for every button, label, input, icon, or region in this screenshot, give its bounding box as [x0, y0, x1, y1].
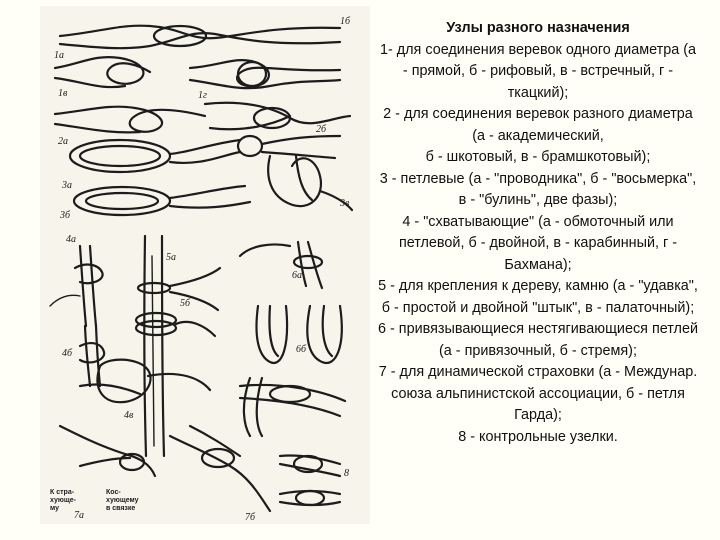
label-5a: 5а: [166, 252, 176, 263]
label-8: 8: [344, 468, 349, 479]
knot-5b: [136, 313, 215, 336]
label-note-3: му: [50, 505, 59, 512]
legend-entry-3: б - шкотовый, в - брамшкотовый);: [425, 149, 651, 165]
label-2b: 2б: [316, 124, 327, 135]
label-4v: 4в: [124, 410, 134, 421]
label-2a: 2а: [58, 136, 68, 147]
label-6b: 6б: [296, 344, 307, 355]
legend-entry-5: 4 - "схватывающие" (а - обмоточный или петлевой, б - двойной, в - карабинный, г - Бахмана);: [398, 213, 678, 273]
label-3v: 3в: [340, 198, 350, 209]
legend-entry-6: 5 - для крепления к дереву, камню (а - "удавка", б - простой и двойной "штык", в - палаточный);: [378, 278, 698, 316]
legend-entry-1: 1- для соединения веревок одного диаметра (а - прямой, б - рифовый, в - встречный, г - ткацкий);: [379, 41, 697, 101]
knot-8: [280, 455, 340, 505]
knot-7a: [60, 426, 155, 476]
knot-5v: [240, 378, 345, 436]
legend-entry-9: 8 - контрольные узелки.: [458, 428, 618, 445]
knot-4b: [80, 326, 104, 386]
knot-1a: [60, 26, 340, 48]
knot-3b: [74, 186, 250, 215]
knot-2b: [205, 103, 350, 129]
label-4a: 4а: [66, 234, 76, 245]
label-note-4: Кос-: [106, 489, 121, 496]
legend-title: Узлы разного назначения: [446, 20, 630, 36]
label-4b: 4б: [62, 348, 73, 359]
label-1v: 1в: [58, 88, 68, 99]
label-6a: 6а: [292, 270, 302, 281]
knot-6a: [240, 242, 322, 288]
label-3b: 3б: [60, 210, 71, 221]
legend-entry-4: 3 - петлевые (а - "проводника", б - "восьмерка", в - "булинь", две фазы);: [379, 170, 697, 208]
tree-trunk: [138, 236, 220, 456]
knot-1g: [190, 60, 340, 88]
legend-entry-7: 6 - привязывающиеся нестягивающиеся петлей (а - привязочный, б - стремя);: [378, 321, 698, 359]
knot-7b: [170, 426, 270, 511]
label-note-6: в связке: [106, 505, 136, 512]
knot-2a: [55, 107, 205, 133]
label-note-1: К стра-: [50, 489, 75, 496]
knot-4a: [50, 246, 103, 326]
legend-entry-2: 2 - для соединения веревок разного диаметра (а - академический,: [383, 106, 693, 144]
legend-entry-8: 7 - для динамической страховки (а - Междунар. союза альпинистской ассоциации, б - петля Гарда);: [378, 364, 698, 423]
label-1g: 1г: [198, 90, 207, 101]
knot-1v: [55, 57, 150, 87]
label-note-5: хующему: [106, 497, 139, 504]
knots-drawing: [40, 6, 370, 524]
label-7b: 7б: [245, 512, 256, 523]
label-3a: 3а: [62, 180, 72, 191]
label-5b: 5б: [180, 298, 191, 309]
legend: [378, 18, 698, 448]
knot-3a: [70, 136, 340, 172]
label-1b: 1б: [340, 16, 351, 27]
label-7a: 7а: [74, 510, 84, 521]
label-1a: 1а: [54, 50, 64, 61]
knots-illustration: [40, 6, 370, 524]
label-note-2: хующе-: [50, 497, 76, 504]
